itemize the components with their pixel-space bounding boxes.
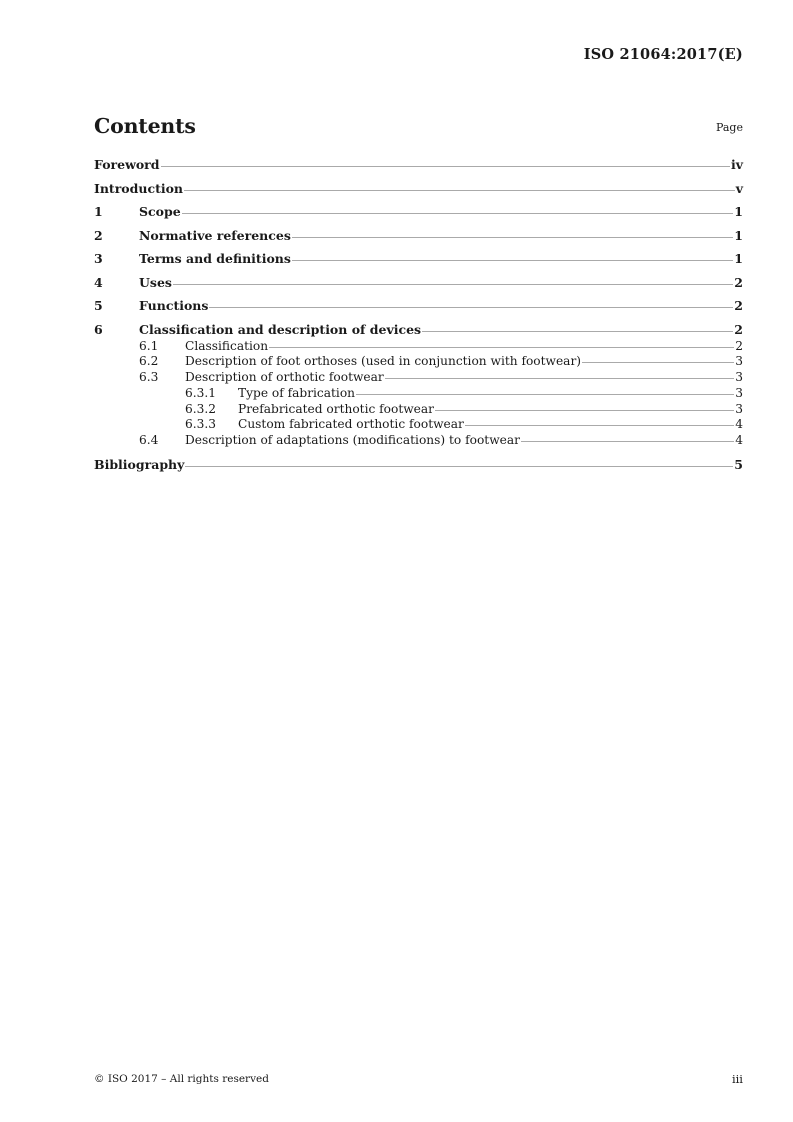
toc-entry-number: 6.4: [139, 433, 159, 448]
dot-leader: [422, 331, 733, 332]
toc-entry-introduction[interactable]: [94, 177, 743, 201]
toc-entry-label: Functions: [139, 298, 209, 313]
toc-entry-foot-orthoses[interactable]: [94, 354, 743, 370]
toc-entry-page: 3: [735, 354, 743, 369]
toc-entry-page: 2: [734, 321, 743, 337]
toc-entry-label: Introduction: [94, 180, 184, 196]
toc-entry-number: 4: [94, 274, 103, 290]
toc-entry-number: 1: [94, 204, 103, 219]
toc-entry-terms-and-definitions[interactable]: [94, 247, 743, 271]
toc-entry-page: iv: [730, 157, 743, 172]
dot-leader: [161, 166, 730, 167]
toc-entry-page: 1: [734, 251, 743, 266]
dot-leader: [173, 284, 733, 285]
page-column-label: Page: [715, 121, 743, 134]
toc-entry-bibliography[interactable]: [94, 453, 743, 477]
toc-entry-scope[interactable]: [94, 200, 743, 224]
toc-entry-normative-references[interactable]: [94, 224, 743, 248]
contents-header: [94, 112, 743, 138]
toc-entry-page: 1: [734, 227, 743, 243]
dot-leader: [582, 362, 734, 363]
toc-entry-prefabricated-footwear[interactable]: [94, 402, 743, 418]
toc-entry-number: 5: [94, 298, 103, 313]
toc-entry-page: 4: [735, 433, 743, 448]
toc-entry-page: 2: [734, 298, 743, 313]
toc-entry-label: Prefabricated orthotic footwear: [238, 401, 434, 416]
toc-entry-custom-fabricated-footwear[interactable]: [94, 417, 743, 433]
document-id: ISO 21064:2017(E): [583, 46, 743, 63]
toc-entry-classification-and-description[interactable]: [94, 318, 743, 339]
toc-entry-classification[interactable]: [94, 339, 743, 355]
dot-leader: [435, 410, 734, 411]
dot-leader: [385, 378, 735, 379]
dot-leader: [185, 466, 733, 467]
toc-entry-number: 6.3.1: [185, 385, 217, 400]
toc-entry-label: Uses: [139, 274, 172, 290]
dot-leader: [465, 425, 734, 426]
toc-entry-page: 1: [734, 204, 743, 219]
toc-entry-page: 3: [735, 370, 743, 385]
toc-entry-page: 2: [734, 274, 743, 290]
toc-entry-number: 3: [94, 251, 103, 266]
toc-entry-page: 4: [735, 417, 743, 432]
toc-entry-label: Normative references: [139, 227, 291, 243]
toc-entry-label: Foreword: [94, 157, 160, 172]
dot-leader: [356, 394, 734, 395]
dot-leader: [292, 237, 733, 238]
toc-entry-label: Description of orthotic footwear: [185, 370, 384, 385]
toc-entry-adaptations[interactable]: [94, 433, 743, 449]
toc-entry-foreword[interactable]: [94, 153, 743, 177]
toc-entry-functions[interactable]: [94, 294, 743, 318]
dot-leader: [269, 347, 734, 348]
toc-entry-page: 3: [735, 401, 743, 416]
toc-entry-orthotic-footwear[interactable]: [94, 370, 743, 386]
toc-entry-number: 2: [94, 227, 103, 243]
toc-entry-type-of-fabrication[interactable]: [94, 386, 743, 402]
table-of-contents: [94, 153, 743, 477]
dot-leader: [292, 260, 733, 261]
toc-entry-label: Description of adaptations (modifications) to footwear: [185, 433, 520, 448]
toc-entry-number: 6: [94, 321, 103, 337]
toc-entry-label: Terms and definitions: [139, 251, 291, 266]
toc-entry-number: 6.2: [139, 354, 159, 369]
toc-entry-page: 3: [735, 385, 743, 400]
toc-entry-number: 6.3: [139, 370, 159, 385]
toc-entry-page: v: [735, 180, 743, 196]
contents-title: Contents: [94, 114, 196, 138]
toc-entry-label: Classification and description of devices: [139, 321, 422, 337]
copyright-notice: © ISO 2017 – All rights reserved: [94, 1073, 269, 1085]
toc-entry-label: Description of foot orthoses (used in conjunction with footwear): [185, 354, 582, 369]
toc-entry-label: Type of fabrication: [238, 385, 356, 400]
toc-entry-label: Bibliography: [94, 457, 185, 473]
dot-leader: [521, 441, 734, 442]
dot-leader: [182, 213, 734, 214]
dot-leader: [209, 307, 733, 308]
toc-entry-number: 6.3.3: [185, 417, 217, 432]
page-number: iii: [731, 1072, 743, 1086]
toc-entry-label: Scope: [139, 204, 181, 219]
toc-entry-page: 5: [734, 457, 743, 473]
toc-entry-uses[interactable]: [94, 271, 743, 295]
toc-entry-label: Classification: [185, 338, 269, 353]
toc-entry-page: 2: [735, 338, 743, 353]
toc-entry-label: Custom fabricated orthotic footwear: [238, 417, 464, 432]
toc-entry-number: 6.1: [139, 338, 159, 353]
toc-entry-number: 6.3.2: [185, 401, 217, 416]
dot-leader: [184, 190, 735, 191]
